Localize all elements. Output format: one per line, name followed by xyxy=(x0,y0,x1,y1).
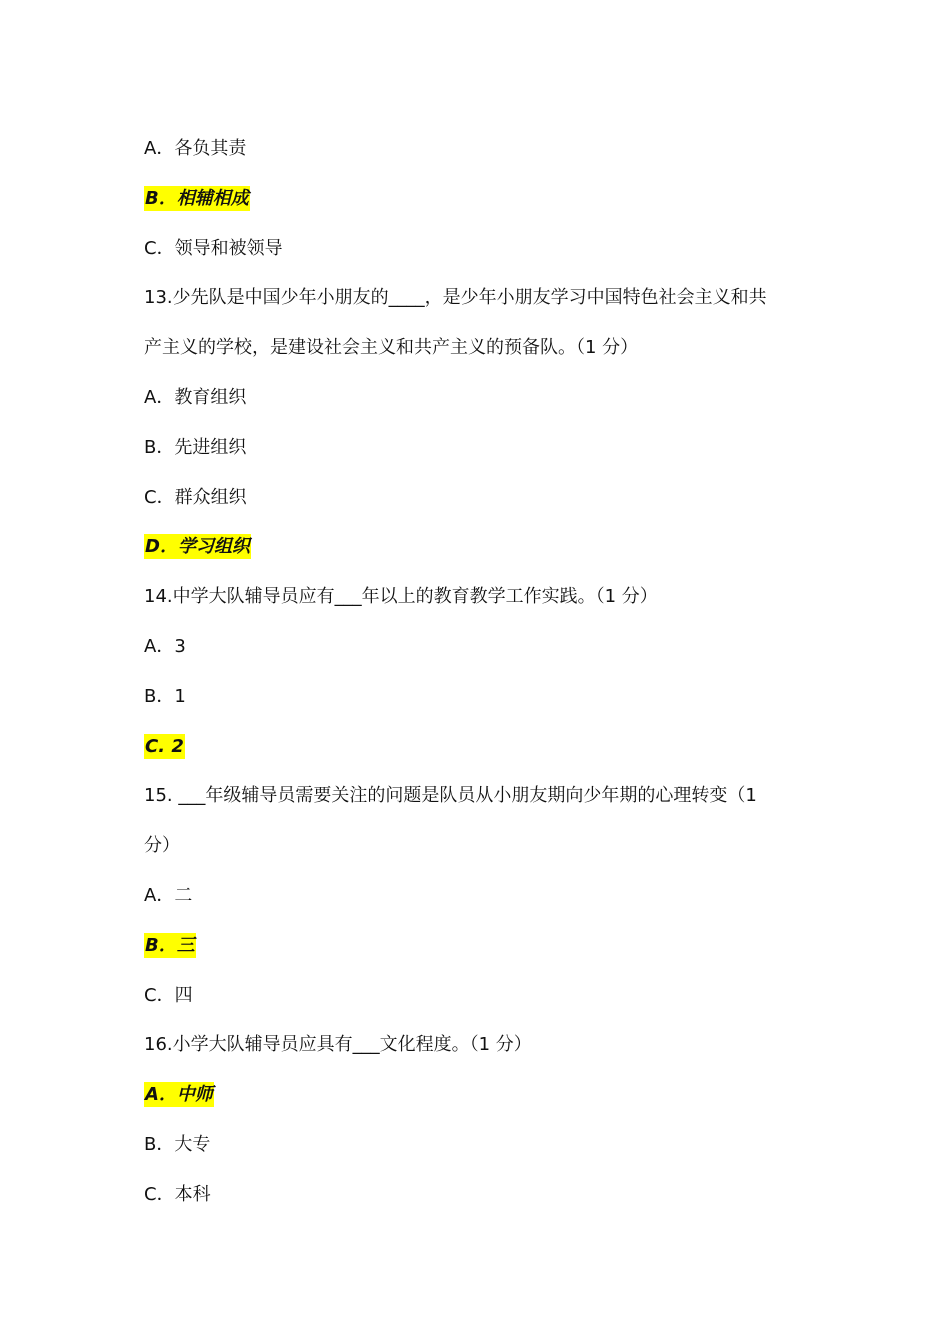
option-text: A．各负其责 xyxy=(144,138,247,159)
question-list xyxy=(144,124,806,1220)
question-text: 产主义的学校，是建设社会主义和共产主义的预备队。（1 分） xyxy=(144,337,639,359)
question-line xyxy=(144,323,806,373)
question-line xyxy=(144,273,806,323)
option-line xyxy=(144,971,806,1021)
question-line xyxy=(144,771,806,821)
correct-answer-highlight: B．三 xyxy=(145,934,195,956)
correct-answer-highlight: A．中师 xyxy=(145,1084,213,1106)
option-line xyxy=(144,622,806,672)
answer-option-line xyxy=(144,921,806,971)
option-text: C．本科 xyxy=(144,1183,211,1205)
option-line xyxy=(144,1120,806,1170)
answer-option-line xyxy=(144,174,806,224)
question-text: 14.中学大队辅导员应有___年以上的教育教学工作实践。（1 分） xyxy=(144,586,658,608)
option-text: A．教育组织 xyxy=(144,386,247,408)
question-text: 15. ___年级辅导员需要关注的问题是队员从小朋友期向少年期的心理转变（1 xyxy=(144,785,757,807)
option-text: C．群众组织 xyxy=(144,486,247,508)
option-line xyxy=(144,871,806,921)
option-text: B．1 xyxy=(144,685,186,707)
option-text: B．大专 xyxy=(144,1133,211,1155)
option-text: A．3 xyxy=(144,635,186,657)
correct-answer-highlight: D．学习组织 xyxy=(145,536,250,558)
question-text: 16.小学大队辅导员应具有___文化程度。（1 分） xyxy=(144,1034,532,1056)
option-line xyxy=(144,423,806,473)
option-text: C．四 xyxy=(144,984,193,1006)
option-line xyxy=(144,124,806,174)
option-line xyxy=(144,473,806,523)
question-line xyxy=(144,1020,806,1070)
option-line xyxy=(144,1170,806,1220)
correct-answer-highlight: B．相辅相成 xyxy=(145,187,249,209)
question-line xyxy=(144,572,806,622)
question-line xyxy=(144,821,806,871)
option-line xyxy=(144,373,806,423)
answer-option-line xyxy=(144,1070,806,1120)
option-line xyxy=(144,672,806,722)
correct-answer-highlight: C. 2 xyxy=(145,735,184,757)
option-text: B．先进组织 xyxy=(144,436,247,458)
answer-option-line xyxy=(144,522,806,572)
option-text: A．二 xyxy=(144,884,193,906)
question-text: 分） xyxy=(144,835,180,857)
option-text: C．领导和被领导 xyxy=(144,237,283,259)
answer-option-line xyxy=(144,722,806,772)
option-line xyxy=(144,224,806,274)
question-text: 13.少先队是中国少年小朋友的____，是少年小朋友学习中国特色社会主义和共 xyxy=(144,287,767,309)
